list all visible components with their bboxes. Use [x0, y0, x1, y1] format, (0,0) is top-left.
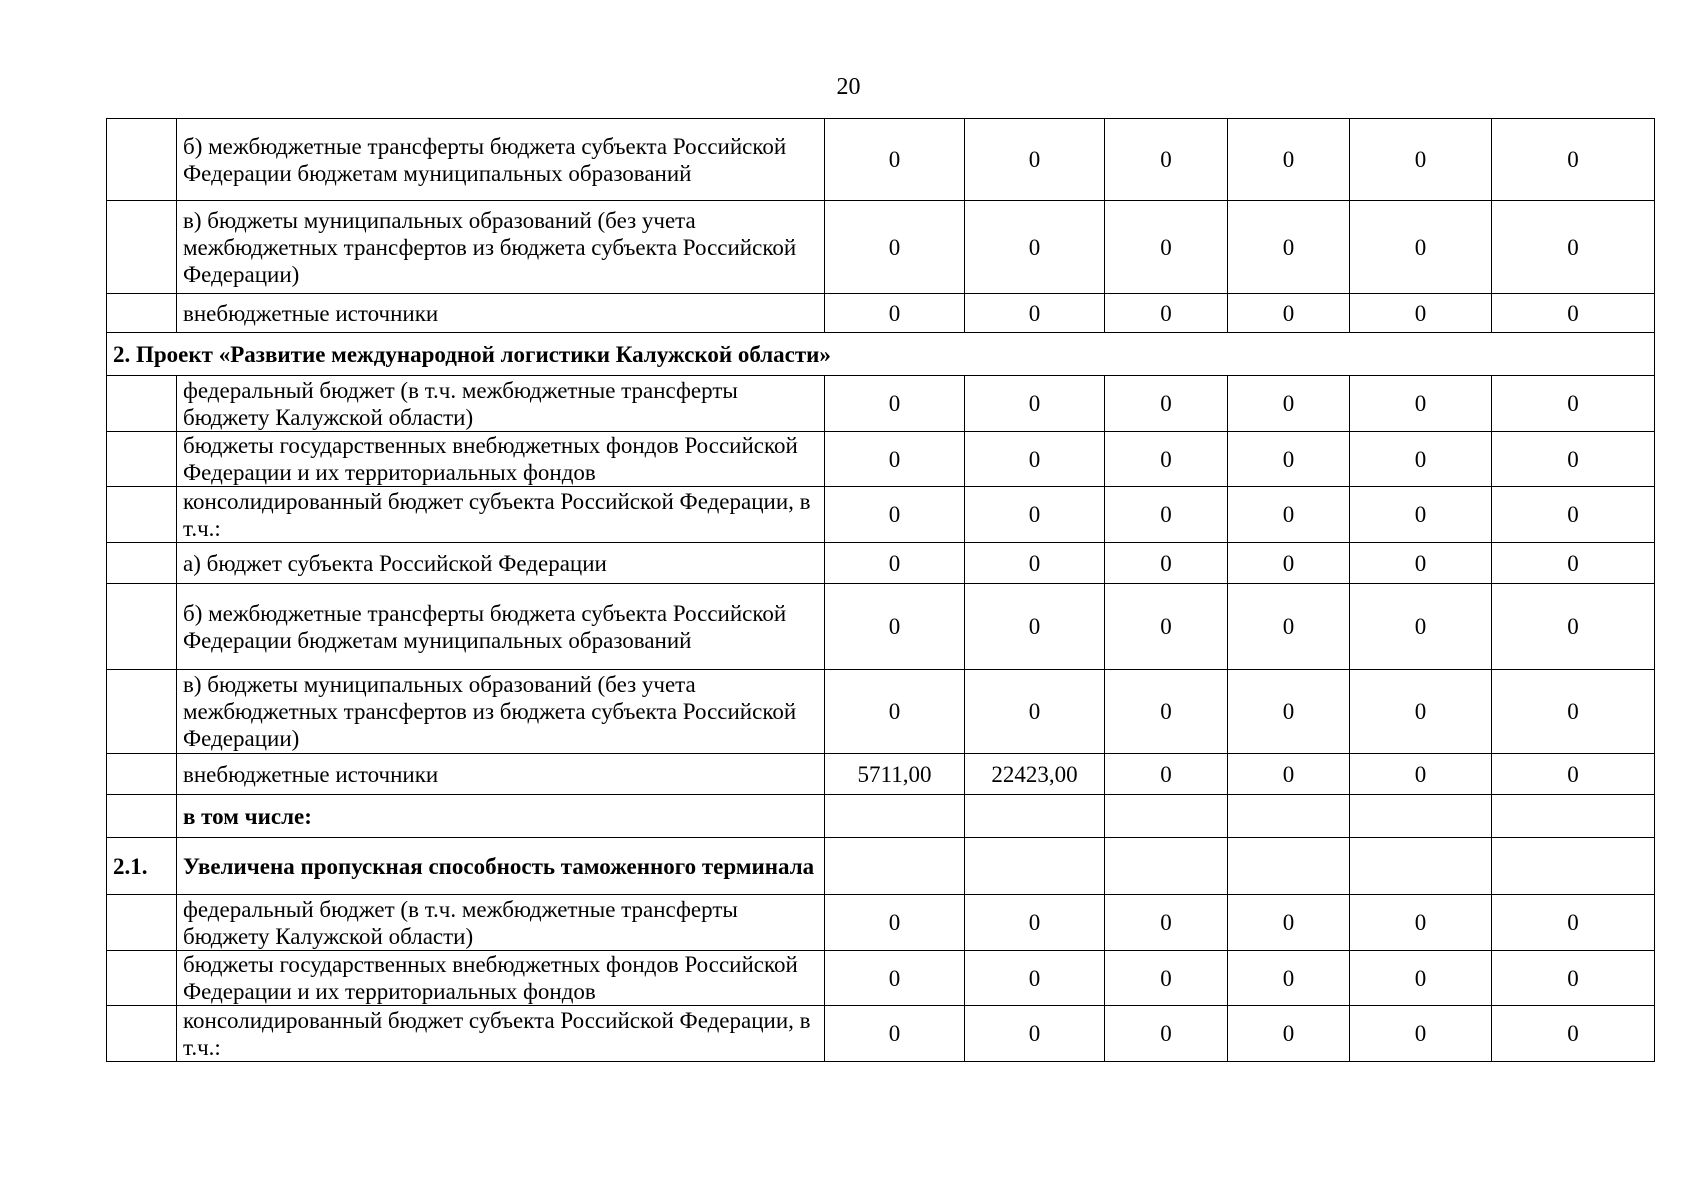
row-number-cell [107, 376, 177, 432]
row-number-cell [107, 951, 177, 1006]
value-cell: 0 [1228, 584, 1350, 670]
value-cell: 0 [965, 376, 1105, 432]
value-cell [1105, 838, 1228, 895]
value-cell: 0 [1492, 294, 1655, 333]
value-cell [1350, 795, 1492, 838]
value-cell [825, 838, 965, 895]
value-cell [1228, 838, 1350, 895]
row-number-cell [107, 201, 177, 294]
value-cell: 22423,00 [965, 754, 1105, 795]
value-cell: 0 [965, 951, 1105, 1006]
value-cell [1492, 838, 1655, 895]
value-cell: 0 [965, 201, 1105, 294]
value-cell: 0 [825, 584, 965, 670]
value-cell: 0 [1105, 1006, 1228, 1062]
value-cell: 0 [825, 543, 965, 584]
value-cell: 0 [1228, 294, 1350, 333]
value-cell: 0 [1350, 376, 1492, 432]
value-cell [1350, 838, 1492, 895]
value-cell: 0 [965, 1006, 1105, 1062]
value-cell [965, 795, 1105, 838]
value-cell: 0 [1492, 584, 1655, 670]
value-cell: 0 [965, 487, 1105, 543]
value-cell: 0 [1105, 201, 1228, 294]
value-cell: 0 [825, 294, 965, 333]
table-row [107, 432, 1655, 487]
value-cell: 0 [1228, 487, 1350, 543]
table-row [107, 754, 1655, 795]
value-cell [825, 795, 965, 838]
value-cell: 0 [1228, 119, 1350, 201]
value-cell: 0 [1228, 670, 1350, 754]
value-cell [1492, 795, 1655, 838]
table-row [107, 201, 1655, 294]
value-cell: 0 [1105, 951, 1228, 1006]
row-number-cell [107, 670, 177, 754]
page-number: 20 [836, 74, 861, 100]
row-number-cell [107, 1006, 177, 1062]
row-label: бюджеты государственных внебюджетных фондов Российской Федерации и их территориальных фондов [177, 951, 825, 1006]
value-cell: 0 [965, 432, 1105, 487]
value-cell: 0 [1492, 1006, 1655, 1062]
row-label: б) межбюджетные трансферты бюджета субъекта Российской Федерации бюджетам муниципальных образований [177, 119, 825, 201]
value-cell: 0 [1350, 895, 1492, 951]
row-number-cell [107, 543, 177, 584]
value-cell: 0 [1492, 951, 1655, 1006]
value-cell: 0 [1105, 670, 1228, 754]
value-cell: 0 [1228, 201, 1350, 294]
value-cell: 0 [965, 670, 1105, 754]
row-label: консолидированный бюджет субъекта Российской Федерации, в т.ч.: [177, 487, 825, 543]
value-cell: 0 [825, 487, 965, 543]
value-cell: 0 [825, 670, 965, 754]
value-cell: 0 [965, 895, 1105, 951]
value-cell: 0 [1105, 584, 1228, 670]
value-cell: 0 [1492, 376, 1655, 432]
value-cell: 0 [1228, 951, 1350, 1006]
value-cell: 0 [1228, 432, 1350, 487]
row-number-cell [107, 487, 177, 543]
value-cell: 0 [1105, 294, 1228, 333]
value-cell: 0 [1228, 1006, 1350, 1062]
value-cell: 0 [825, 951, 965, 1006]
value-cell: 0 [1105, 487, 1228, 543]
table-row [107, 838, 1655, 895]
row-number-cell [107, 754, 177, 795]
table-row [107, 294, 1655, 333]
value-cell: 0 [825, 376, 965, 432]
table-row [107, 543, 1655, 584]
value-cell: 0 [825, 201, 965, 294]
value-cell: 0 [1105, 119, 1228, 201]
row-number-cell: 2.1. [107, 838, 177, 895]
value-cell: 0 [1350, 584, 1492, 670]
value-cell: 0 [1492, 432, 1655, 487]
value-cell: 0 [1492, 895, 1655, 951]
row-label: в) бюджеты муниципальных образований (без учета межбюджетных трансфертов из бюджета субъекта Российской Федерации) [177, 201, 825, 294]
table-row [107, 795, 1655, 838]
value-cell: 0 [965, 119, 1105, 201]
row-label: федеральный бюджет (в т.ч. межбюджетные трансферты бюджету Калужской области) [177, 376, 825, 432]
value-cell: 0 [1228, 376, 1350, 432]
value-cell: 0 [1492, 670, 1655, 754]
value-cell: 0 [1350, 670, 1492, 754]
value-cell: 5711,00 [825, 754, 965, 795]
value-cell: 0 [1105, 543, 1228, 584]
value-cell: 0 [1350, 543, 1492, 584]
value-cell: 0 [1350, 432, 1492, 487]
row-label: бюджеты государственных внебюджетных фондов Российской Федерации и их территориальных фондов [177, 432, 825, 487]
value-cell: 0 [825, 119, 965, 201]
value-cell: 0 [1228, 895, 1350, 951]
row-heading: Увеличена пропускная способность таможенного терминала [177, 838, 825, 895]
value-cell: 0 [825, 432, 965, 487]
row-label: а) бюджет субъекта Российской Федерации [177, 543, 825, 584]
table-row [107, 1006, 1655, 1062]
row-heading: в том числе: [177, 795, 825, 838]
value-cell: 0 [1350, 119, 1492, 201]
table-row [107, 584, 1655, 670]
value-cell: 0 [1492, 543, 1655, 584]
row-number-cell [107, 795, 177, 838]
value-cell: 0 [1492, 487, 1655, 543]
value-cell: 0 [1105, 376, 1228, 432]
value-cell: 0 [825, 1006, 965, 1062]
row-label: б) межбюджетные трансферты бюджета субъекта Российской Федерации бюджетам муниципальных образований [177, 584, 825, 670]
table-row [107, 333, 1655, 376]
section-title: 2. Проект «Развитие международной логистики Калужской области» [107, 333, 1655, 376]
value-cell: 0 [965, 294, 1105, 333]
table-row [107, 119, 1655, 201]
budget-table [106, 118, 1655, 1062]
value-cell [1228, 795, 1350, 838]
value-cell: 0 [1350, 951, 1492, 1006]
row-number-cell [107, 294, 177, 333]
value-cell: 0 [825, 895, 965, 951]
row-label: внебюджетные источники [177, 294, 825, 333]
table-row [107, 487, 1655, 543]
row-label: консолидированный бюджет субъекта Российской Федерации, в т.ч.: [177, 1006, 825, 1062]
value-cell: 0 [1228, 543, 1350, 584]
value-cell: 0 [1350, 294, 1492, 333]
row-label: внебюджетные источники [177, 754, 825, 795]
value-cell [965, 838, 1105, 895]
value-cell: 0 [1105, 895, 1228, 951]
row-number-cell [107, 119, 177, 201]
value-cell: 0 [1492, 201, 1655, 294]
table-row [107, 670, 1655, 754]
value-cell: 0 [965, 543, 1105, 584]
value-cell: 0 [1105, 432, 1228, 487]
row-label: в) бюджеты муниципальных образований (без учета межбюджетных трансфертов из бюджета субъекта Российской Федерации) [177, 670, 825, 754]
value-cell [1105, 795, 1228, 838]
value-cell: 0 [1350, 201, 1492, 294]
value-cell: 0 [1228, 754, 1350, 795]
table-row [107, 895, 1655, 951]
value-cell: 0 [1350, 1006, 1492, 1062]
value-cell: 0 [1492, 754, 1655, 795]
table-row [107, 951, 1655, 1006]
row-number-cell [107, 584, 177, 670]
row-number-cell [107, 895, 177, 951]
value-cell: 0 [965, 584, 1105, 670]
row-number-cell [107, 432, 177, 487]
value-cell: 0 [1492, 119, 1655, 201]
value-cell: 0 [1105, 754, 1228, 795]
row-label: федеральный бюджет (в т.ч. межбюджетные трансферты бюджету Калужской области) [177, 895, 825, 951]
table-row [107, 376, 1655, 432]
value-cell: 0 [1350, 487, 1492, 543]
value-cell: 0 [1350, 754, 1492, 795]
